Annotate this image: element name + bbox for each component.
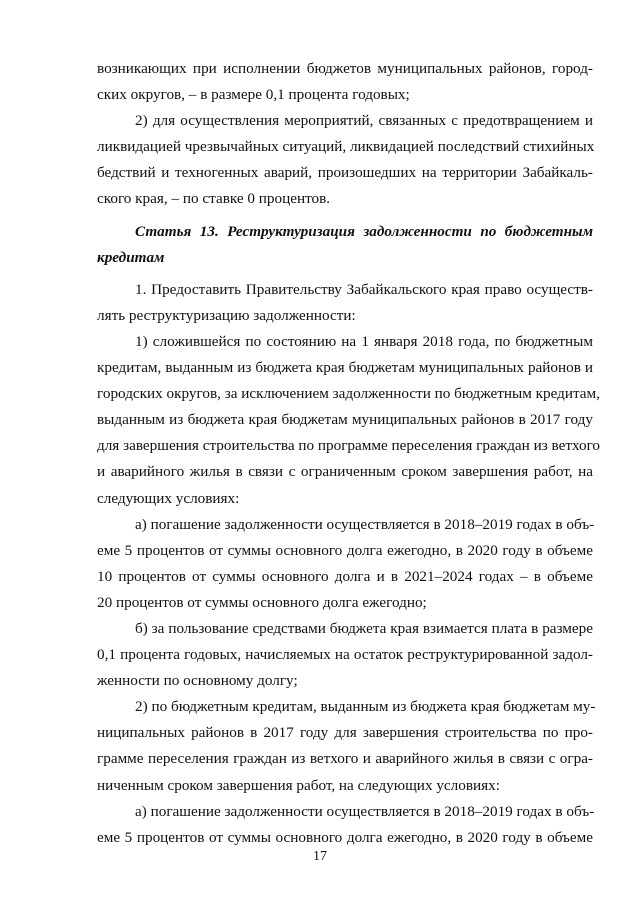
text-line: ниченным сроком завершения работ, на следующих условиях: — [97, 776, 500, 794]
text-line: 10 процентов от суммы основного долга и в 2021–2024 годах – в объеме — [97, 567, 593, 585]
text-line: ского края, – по ставке 0 процентов. — [97, 190, 331, 208]
text-line: женности по основному долгу; — [97, 672, 298, 690]
text-line: возникающих при исполнении бюджетов муниципальных районов, город- — [97, 60, 593, 77]
text-line: кредитам, выданным из бюджета края бюджетам муниципальных районов и — [97, 359, 593, 377]
text-line: 1) сложившейся по состоянию на 1 января 2018 года, по бюджетным — [135, 332, 593, 350]
text-line: ниципальных районов в 2017 году для завершения строительства по про- — [97, 724, 593, 742]
text-line: бедствий и техногенных аварий, произошедших на территории Забайкаль- — [97, 164, 593, 182]
text-line: 2) по бюджетным кредитам, выданным из бюджета края бюджетам му- — [135, 698, 596, 716]
text-line: еме 5 процентов от суммы основного долга ежегодно, в 2020 году в объеме — [97, 541, 593, 559]
text-line: 1. Предоставить Правительству Забайкальского края право осуществ- — [135, 280, 593, 298]
text-line: ликвидацией чрезвычайных ситуаций, ликвидацией последствий стихийных — [97, 138, 595, 156]
text-line: 0,1 процента годовых, начисляемых на остаток реструктурированной задол- — [97, 646, 593, 664]
page-number: 17 — [313, 849, 327, 864]
text-line: а) погашение задолженности осуществляется в 2018–2019 годах в объ- — [135, 515, 595, 533]
text-line: еме 5 процентов от суммы основного долга ежегодно, в 2020 году в объеме — [97, 828, 593, 846]
text-line: следующих условиях: — [97, 489, 240, 507]
text-line: лять реструктуризацию задолженности: — [97, 306, 356, 324]
text-line: ских округов, – в размере 0,1 процента годовых; — [97, 86, 410, 104]
text-line: и аварийного жилья в связи с ограниченным сроком завершения работ, на — [97, 463, 593, 481]
text-line: грамме переселения граждан из ветхого и аварийного жилья в связи с огра- — [97, 750, 593, 768]
text-line: б) за пользование средствами бюджета края взимается плата в размере — [135, 619, 593, 637]
text-line: для завершения строительства по программе переселения граждан из ветхого — [97, 437, 601, 455]
document-body — [97, 56, 601, 851]
text-line: выданным из бюджета края бюджетам муниципальных районов в 2017 году — [97, 411, 593, 429]
text-line: 20 процентов от суммы основного долга ежегодно; — [97, 593, 427, 611]
article-heading-line: кредитам — [97, 248, 165, 266]
text-line: а) погашение задолженности осуществляется в 2018–2019 годах в объ- — [135, 802, 595, 820]
text-line: городских округов, за исключением задолженности по бюджетным кредитам, — [97, 385, 600, 403]
article-heading-line: Статья 13. Реструктуризация задолженности по бюджетным — [135, 222, 593, 240]
text-line: 2) для осуществления мероприятий, связанных с предотвращением и — [135, 112, 593, 130]
